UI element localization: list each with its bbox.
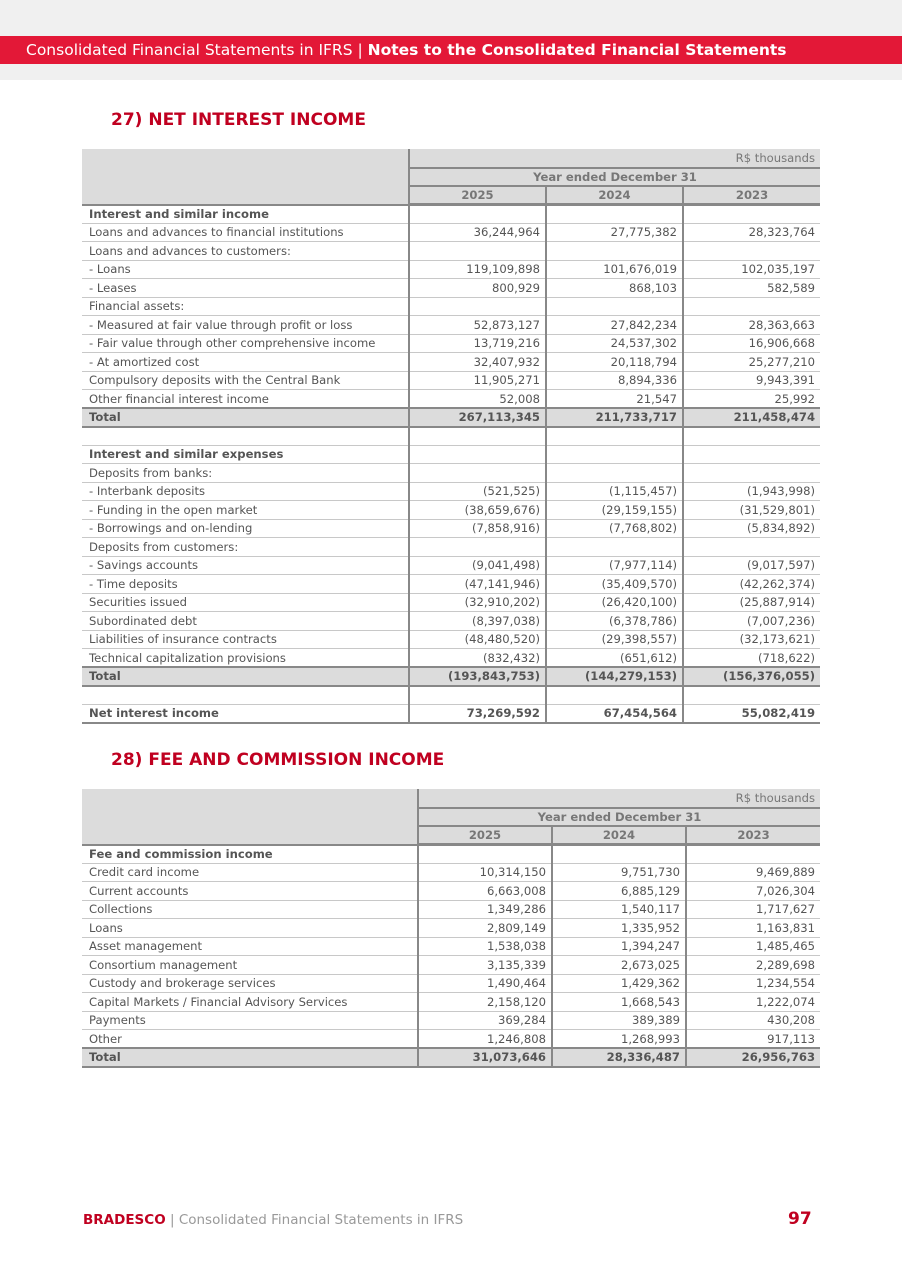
table-row — [82, 1030, 820, 1049]
value-cell — [409, 538, 546, 557]
row-label: Deposits from customers: — [82, 538, 409, 557]
value-cell — [546, 297, 683, 316]
row-label: - Borrowings and on-lending — [82, 519, 409, 538]
header-prefix: Consolidated Financial Statements in IFRS | — [26, 41, 368, 59]
value-cell: 211,733,717 — [546, 408, 683, 427]
value-cell: 26,956,763 — [686, 1048, 820, 1067]
row-label: - Loans — [82, 260, 409, 279]
value-cell: 21,547 — [546, 390, 683, 409]
value-cell — [409, 686, 546, 705]
value-cell: (832,432) — [409, 649, 546, 668]
year-header: 2023 — [686, 826, 820, 845]
row-label: Payments — [82, 1011, 418, 1030]
value-cell: (48,480,520) — [409, 630, 546, 649]
table-row — [82, 1011, 820, 1030]
row-label: - Funding in the open market — [82, 501, 409, 520]
value-cell: 27,775,382 — [546, 223, 683, 242]
value-cell: 1,349,286 — [418, 900, 552, 919]
value-cell: 25,277,210 — [683, 353, 820, 372]
value-cell: 10,314,150 — [418, 863, 552, 882]
unit-label: R$ thousands — [409, 149, 820, 168]
row-label: - Interbank deposits — [82, 482, 409, 501]
table-row — [82, 205, 820, 224]
unit-label: R$ thousands — [418, 789, 820, 808]
value-cell: 267,113,345 — [409, 408, 546, 427]
value-cell: 2,289,698 — [686, 956, 820, 975]
value-cell: 9,943,391 — [683, 371, 820, 390]
row-label: - Fair value through other comprehensive income — [82, 334, 409, 353]
row-label: Total — [82, 408, 409, 427]
table-row — [82, 501, 820, 520]
value-cell: 52,873,127 — [409, 316, 546, 335]
value-cell: 1,394,247 — [552, 937, 686, 956]
document-header-bar — [0, 36, 902, 64]
row-label: Interest and similar expenses — [82, 445, 409, 464]
table-row — [82, 556, 820, 575]
row-label: Loans and advances to financial institutions — [82, 223, 409, 242]
value-cell: 1,485,465 — [686, 937, 820, 956]
table-row — [82, 260, 820, 279]
value-cell: 1,717,627 — [686, 900, 820, 919]
value-cell — [409, 205, 546, 224]
value-cell — [552, 845, 686, 864]
value-cell — [546, 445, 683, 464]
row-label: Technical capitalization provisions — [82, 649, 409, 668]
value-cell: 28,323,764 — [683, 223, 820, 242]
value-cell — [409, 427, 546, 446]
value-cell — [546, 427, 683, 446]
table-row — [82, 445, 820, 464]
value-cell: 25,992 — [683, 390, 820, 409]
table-row — [82, 223, 820, 242]
value-cell: (32,910,202) — [409, 593, 546, 612]
value-cell: (32,173,621) — [683, 630, 820, 649]
footer — [83, 1212, 463, 1228]
value-cell: 52,008 — [409, 390, 546, 409]
value-cell: 2,673,025 — [552, 956, 686, 975]
value-cell: (5,834,892) — [683, 519, 820, 538]
table-row — [82, 279, 820, 298]
table-row — [82, 371, 820, 390]
table-row — [82, 845, 820, 864]
row-label: - At amortized cost — [82, 353, 409, 372]
table-row — [82, 612, 820, 631]
row-label: Loans — [82, 919, 418, 938]
row-label: Securities issued — [82, 593, 409, 612]
value-cell: 800,929 — [409, 279, 546, 298]
value-cell: 32,407,932 — [409, 353, 546, 372]
value-cell: 2,158,120 — [418, 993, 552, 1012]
row-label: - Time deposits — [82, 575, 409, 594]
value-cell: 67,454,564 — [546, 704, 683, 723]
footer-text: Consolidated Financial Statements in IFRS — [178, 1212, 464, 1228]
value-cell: 6,663,008 — [418, 882, 552, 901]
page-number: 97 — [788, 1209, 812, 1229]
row-label: Interest and similar income — [82, 205, 409, 224]
value-cell: 1,490,464 — [418, 974, 552, 993]
value-cell: 1,222,074 — [686, 993, 820, 1012]
value-cell: 1,268,993 — [552, 1030, 686, 1049]
table-row — [82, 297, 820, 316]
value-cell: (1,115,457) — [546, 482, 683, 501]
table-row — [82, 575, 820, 594]
table-row — [82, 427, 820, 446]
row-label: Asset management — [82, 937, 418, 956]
value-cell: 1,538,038 — [418, 937, 552, 956]
value-cell — [683, 205, 820, 224]
value-cell: 389,389 — [552, 1011, 686, 1030]
year-header: 2024 — [546, 186, 683, 205]
row-label: Compulsory deposits with the Central Bank — [82, 371, 409, 390]
row-label: Current accounts — [82, 882, 418, 901]
table-row — [82, 316, 820, 335]
table-row — [82, 630, 820, 649]
period-label: Year ended December 31 — [418, 808, 820, 827]
value-cell: (38,659,676) — [409, 501, 546, 520]
value-cell: 28,336,487 — [552, 1048, 686, 1067]
value-cell: 8,894,336 — [546, 371, 683, 390]
value-cell: (26,420,100) — [546, 593, 683, 612]
value-cell: 1,246,808 — [418, 1030, 552, 1049]
value-cell — [409, 464, 546, 483]
value-cell: 102,035,197 — [683, 260, 820, 279]
value-cell: (31,529,801) — [683, 501, 820, 520]
row-label: Deposits from banks: — [82, 464, 409, 483]
year-header: 2024 — [552, 826, 686, 845]
value-cell: (8,397,038) — [409, 612, 546, 631]
value-cell: (29,159,155) — [546, 501, 683, 520]
value-cell — [686, 845, 820, 864]
row-label: Liabilities of insurance contracts — [82, 630, 409, 649]
row-label: Loans and advances to customers: — [82, 242, 409, 261]
value-cell: 9,751,730 — [552, 863, 686, 882]
table-row — [82, 464, 820, 483]
table-row — [82, 593, 820, 612]
value-cell — [683, 445, 820, 464]
table-row — [82, 538, 820, 557]
value-cell: 55,082,419 — [683, 704, 820, 723]
value-cell — [546, 686, 683, 705]
value-cell: (7,768,802) — [546, 519, 683, 538]
year-header: 2025 — [409, 186, 546, 205]
value-cell: 1,163,831 — [686, 919, 820, 938]
row-label: Subordinated debt — [82, 612, 409, 631]
value-cell: 20,118,794 — [546, 353, 683, 372]
row-label: Total — [82, 667, 409, 686]
row-label: Fee and commission income — [82, 845, 418, 864]
year-header: 2025 — [418, 826, 552, 845]
total-row — [82, 1048, 820, 1067]
value-cell: 28,363,663 — [683, 316, 820, 335]
year-header: 2023 — [683, 186, 820, 205]
value-cell: (29,398,557) — [546, 630, 683, 649]
value-cell: 3,135,339 — [418, 956, 552, 975]
row-label: - Measured at fair value through profit or loss — [82, 316, 409, 335]
value-cell — [683, 538, 820, 557]
value-cell: 2,809,149 — [418, 919, 552, 938]
value-cell: 36,244,964 — [409, 223, 546, 242]
header-blank-cell — [82, 789, 418, 845]
value-cell: (9,017,597) — [683, 556, 820, 575]
table-row — [82, 519, 820, 538]
footer-brand: BRADESCO — [83, 1212, 166, 1228]
note-27-title: 27) NET INTEREST INCOME — [111, 110, 366, 130]
row-label: Credit card income — [82, 863, 418, 882]
value-cell: 16,906,668 — [683, 334, 820, 353]
value-cell: 211,458,474 — [683, 408, 820, 427]
value-cell: 119,109,898 — [409, 260, 546, 279]
table-row — [82, 937, 820, 956]
value-cell: 868,103 — [546, 279, 683, 298]
row-label: Custody and brokerage services — [82, 974, 418, 993]
table-row — [82, 863, 820, 882]
value-cell: (156,376,055) — [683, 667, 820, 686]
header-section: Notes to the Consolidated Financial Statements — [367, 41, 787, 59]
value-cell: (7,007,236) — [683, 612, 820, 631]
value-cell — [683, 464, 820, 483]
row-label: Other financial interest income — [82, 390, 409, 409]
table-row — [82, 649, 820, 668]
value-cell — [546, 205, 683, 224]
value-cell — [409, 297, 546, 316]
value-cell: (1,943,998) — [683, 482, 820, 501]
value-cell: 73,269,592 — [409, 704, 546, 723]
row-label: Capital Markets / Financial Advisory Services — [82, 993, 418, 1012]
fee-commission-income-table — [82, 789, 820, 1068]
row-label: Net interest income — [82, 704, 409, 723]
value-cell — [683, 297, 820, 316]
row-label: Consortium management — [82, 956, 418, 975]
net-interest-income-table — [82, 149, 820, 724]
value-cell — [546, 538, 683, 557]
value-cell: (651,612) — [546, 649, 683, 668]
table-row — [82, 956, 820, 975]
value-cell — [409, 242, 546, 261]
value-cell: 1,429,362 — [552, 974, 686, 993]
value-cell — [683, 427, 820, 446]
value-cell: 27,842,234 — [546, 316, 683, 335]
value-cell — [683, 686, 820, 705]
table-row — [82, 974, 820, 993]
value-cell: (25,887,914) — [683, 593, 820, 612]
table-row — [82, 334, 820, 353]
value-cell: 1,335,952 — [552, 919, 686, 938]
row-label: - Leases — [82, 279, 409, 298]
row-label: Financial assets: — [82, 297, 409, 316]
row-label: Total — [82, 1048, 418, 1067]
header-blank-cell — [82, 149, 409, 205]
table-row — [82, 686, 820, 705]
table-row — [82, 353, 820, 372]
row-label — [82, 427, 409, 446]
value-cell: 1,540,117 — [552, 900, 686, 919]
value-cell: (42,262,374) — [683, 575, 820, 594]
value-cell: (718,622) — [683, 649, 820, 668]
value-cell — [683, 242, 820, 261]
table-row — [82, 919, 820, 938]
value-cell: 101,676,019 — [546, 260, 683, 279]
value-cell: (47,141,946) — [409, 575, 546, 594]
table-row — [82, 993, 820, 1012]
row-label — [82, 686, 409, 705]
value-cell: 917,113 — [686, 1030, 820, 1049]
value-cell — [546, 464, 683, 483]
row-label: Collections — [82, 900, 418, 919]
table-row — [82, 882, 820, 901]
value-cell: 13,719,216 — [409, 334, 546, 353]
value-cell: 11,905,271 — [409, 371, 546, 390]
row-label: - Savings accounts — [82, 556, 409, 575]
net-total-row — [82, 704, 820, 723]
total-row — [82, 667, 820, 686]
value-cell: 582,589 — [683, 279, 820, 298]
value-cell: 430,208 — [686, 1011, 820, 1030]
value-cell: 9,469,889 — [686, 863, 820, 882]
table-row — [82, 482, 820, 501]
value-cell — [418, 845, 552, 864]
value-cell: (35,409,570) — [546, 575, 683, 594]
value-cell: (9,041,498) — [409, 556, 546, 575]
value-cell: (521,525) — [409, 482, 546, 501]
value-cell: 31,073,646 — [418, 1048, 552, 1067]
value-cell: 1,234,554 — [686, 974, 820, 993]
value-cell: (7,858,916) — [409, 519, 546, 538]
period-label: Year ended December 31 — [409, 168, 820, 187]
table-row — [82, 900, 820, 919]
value-cell: 1,668,543 — [552, 993, 686, 1012]
value-cell: 24,537,302 — [546, 334, 683, 353]
note-28-title: 28) FEE AND COMMISSION INCOME — [111, 750, 445, 770]
value-cell: (6,378,786) — [546, 612, 683, 631]
value-cell — [409, 445, 546, 464]
value-cell — [546, 242, 683, 261]
total-row — [82, 408, 820, 427]
row-label: Other — [82, 1030, 418, 1049]
table-row — [82, 390, 820, 409]
footer-separator: | — [165, 1212, 179, 1228]
value-cell: (193,843,753) — [409, 667, 546, 686]
value-cell: 6,885,129 — [552, 882, 686, 901]
value-cell: 7,026,304 — [686, 882, 820, 901]
value-cell: (7,977,114) — [546, 556, 683, 575]
value-cell: (144,279,153) — [546, 667, 683, 686]
value-cell: 369,284 — [418, 1011, 552, 1030]
table-row — [82, 242, 820, 261]
